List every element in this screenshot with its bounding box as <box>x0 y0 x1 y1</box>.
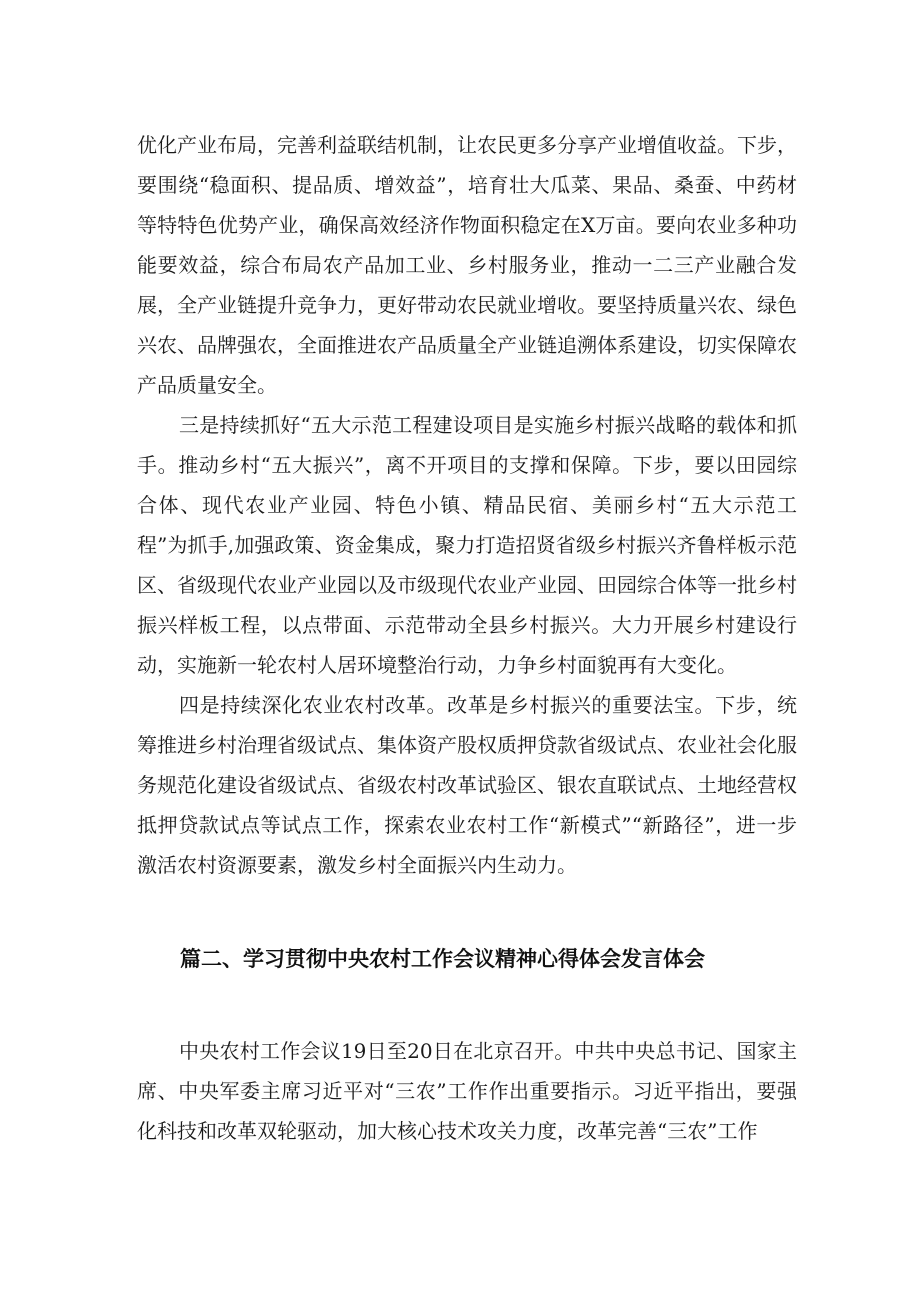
paragraph-item-four: 四是持续深化农业农村改革。改革是乡村振兴的重要法宝。下步，统筹推进乡村治理省级试点、集体资产股权质押贷款省级试点、农业社会化服务规范化建设省级试点、省级农村改革试验区、银农直联试点、土地经营权抵押贷款试点等试点工作，探索农业农村工作“新模式”“新路径”，进一步激活农村资源要素，激发乡村全面振兴内生动力。 <box>137 693 797 877</box>
paragraph-intro: 中央农村工作会议19日至20日在北京召开。中共中央总书记、国家主席、中央军委主席习近平对“三农”工作作出重要指示。习近平指出，要强化科技和改革双轮驱动，加大核心技术攻关力度，改革完善“三农”工作 <box>137 1039 797 1143</box>
body-text-section-2 <box>137 1031 797 1151</box>
body-text-section-1 <box>137 125 797 885</box>
section-heading: 篇二、学习贯彻中央农村工作会议精神心得体会发言体会 <box>180 947 705 971</box>
paragraph-continuation: 优化产业布局，完善利益联结机制，让农民更多分享产业增值收益。下步，要围绕“稳面积、提品质、增效益”，培育壮大瓜菜、果品、桑蚕、中药材等特特色优势产业，确保高效经济作物面积稳定在X万亩。要向农业多种功能要效益，综合布局农产品加工业、乡村服务业，推动一二三产业融合发展，全产业链提升竞争力，更好带动农民就业增收。要坚持质量兴农、绿色兴农、品牌强农，全面推进农产品质量全产业链追溯体系建设，切实保障农产品质量安全。 <box>137 133 797 397</box>
paragraph-item-three: 三是持续抓好“五大示范工程建设项目是实施乡村振兴战略的载体和抓手。推动乡村“五大振兴”，离不开项目的支撑和保障。下步，要以田园综合体、现代农业产业园、特色小镇、精品民宿、美丽乡村“五大示范工程”为抓手,加强政策、资金集成，聚力打造招贤省级乡村振兴齐鲁样板示范区、省级现代农业产业园以及市级现代农业产业园、田园综合体等一批乡村振兴样板工程，以点带面、示范带动全县乡村振兴。大力开展乡村建设行动，实施新一轮农村人居环境整治行动，力争乡村面貌再有大变化。 <box>137 413 797 677</box>
